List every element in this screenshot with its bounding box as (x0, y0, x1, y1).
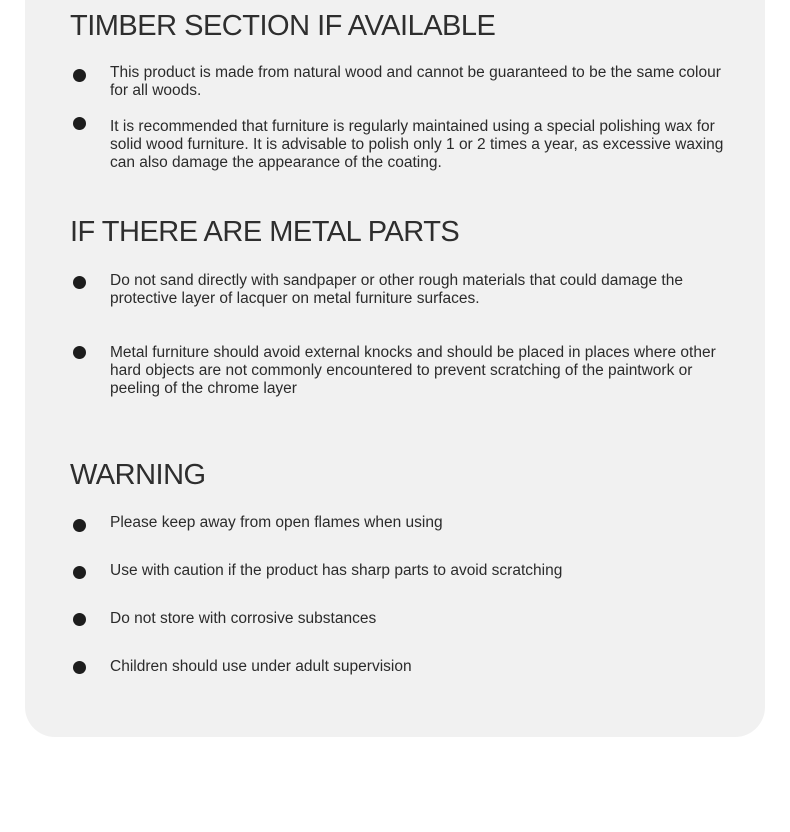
list-item: Children should use under adult supervision (110, 658, 412, 675)
list-item: Do not sand directly with sandpaper or other rough materials that could damage the protective layer of lacquer on metal furniture surfaces. (110, 272, 683, 307)
bullet-icon (73, 519, 86, 532)
bullet-icon (73, 346, 86, 359)
section-heading-timber: TIMBER SECTION IF AVAILABLE (70, 10, 496, 42)
bullet-icon (73, 661, 86, 674)
list-item: It is recommended that furniture is regularly maintained using a special polishing wax for solid wood furniture. It is advisable to polish only 1 or 2 times a year, as excessive waxing can also damage the appearance of the coating. (110, 118, 724, 171)
list-item: Use with caution if the product has sharp parts to avoid scratching (110, 562, 563, 579)
section-heading-warning: WARNING (70, 459, 206, 491)
list-item: Metal furniture should avoid external knocks and should be placed in places where other hard objects are not commonly encountered to prevent scratching of the paintwork or peeling of the chrome layer (110, 344, 716, 397)
bullet-icon (73, 613, 86, 626)
list-item: Do not store with corrosive substances (110, 610, 377, 627)
bullet-icon (73, 566, 86, 579)
bullet-icon (73, 117, 86, 130)
bullet-icon (73, 276, 86, 289)
list-item: This product is made from natural wood and cannot be guaranteed to be the same colour for all woods. (110, 64, 721, 99)
list-item: Please keep away from open flames when using (110, 514, 443, 531)
bullet-icon (73, 69, 86, 82)
section-heading-metal: IF THERE ARE METAL PARTS (70, 216, 460, 248)
